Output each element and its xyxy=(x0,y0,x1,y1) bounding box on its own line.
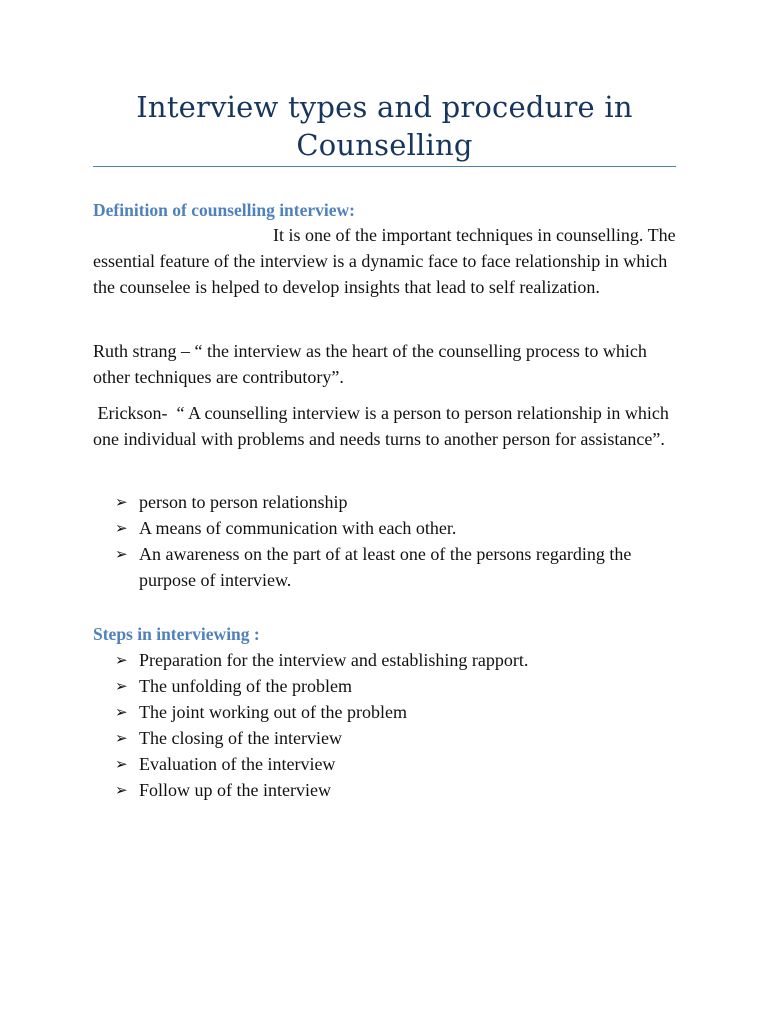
list-item-text: Follow up of the interview xyxy=(139,780,331,800)
list-item xyxy=(93,777,683,803)
list-item xyxy=(93,647,683,673)
list-item xyxy=(93,541,683,593)
arrowhead-bullet-icon: ➢ xyxy=(115,493,128,511)
list-item xyxy=(93,489,683,515)
features-list xyxy=(93,489,683,593)
arrowhead-bullet-icon: ➢ xyxy=(115,703,128,721)
definition-heading: Definition of counselling interview: xyxy=(93,200,355,220)
list-item-text: person to person relationship xyxy=(139,492,348,512)
arrowhead-bullet-icon: ➢ xyxy=(115,755,128,773)
title-divider xyxy=(93,166,676,167)
list-item xyxy=(93,725,683,751)
steps-heading: Steps in interviewing : xyxy=(93,624,260,644)
list-item-text: An awareness on the part of at least one of the persons regarding the purpose of interview. xyxy=(139,544,632,590)
list-item xyxy=(93,673,683,699)
document-title: Interview types and procedure in Counselling xyxy=(136,90,633,162)
steps-list xyxy=(93,647,683,803)
arrowhead-bullet-icon: ➢ xyxy=(115,545,128,563)
list-item-text: The closing of the interview xyxy=(139,728,342,748)
arrowhead-bullet-icon: ➢ xyxy=(115,729,128,747)
erickson-quote: Erickson- “ A counselling interview is a person to person relationship in which one individual with problems and needs turns to another person for assistance”. xyxy=(93,403,674,449)
list-item-text: The unfolding of the problem xyxy=(139,676,352,696)
list-item xyxy=(93,751,683,777)
list-item xyxy=(93,699,683,725)
list-item-text: The joint working out of the problem xyxy=(139,702,407,722)
list-item-text: Preparation for the interview and establishing rapport. xyxy=(139,650,529,670)
definition-paragraph: It is one of the important techniques in counselling. The essential feature of the interview is a dynamic face to face relationship in which the counselee is helped to develop insights that lead to self realization. xyxy=(93,225,681,297)
arrowhead-bullet-icon: ➢ xyxy=(115,677,128,695)
arrowhead-bullet-icon: ➢ xyxy=(115,519,128,537)
arrowhead-bullet-icon: ➢ xyxy=(115,781,128,799)
ruth-strang-quote: Ruth strang – “ the interview as the heart of the counselling process to which other techniques are contributory”. xyxy=(93,341,652,387)
list-item xyxy=(93,515,683,541)
list-item-text: A means of communication with each other. xyxy=(139,518,457,538)
arrowhead-bullet-icon: ➢ xyxy=(115,651,128,669)
list-item-text: Evaluation of the interview xyxy=(139,754,336,774)
